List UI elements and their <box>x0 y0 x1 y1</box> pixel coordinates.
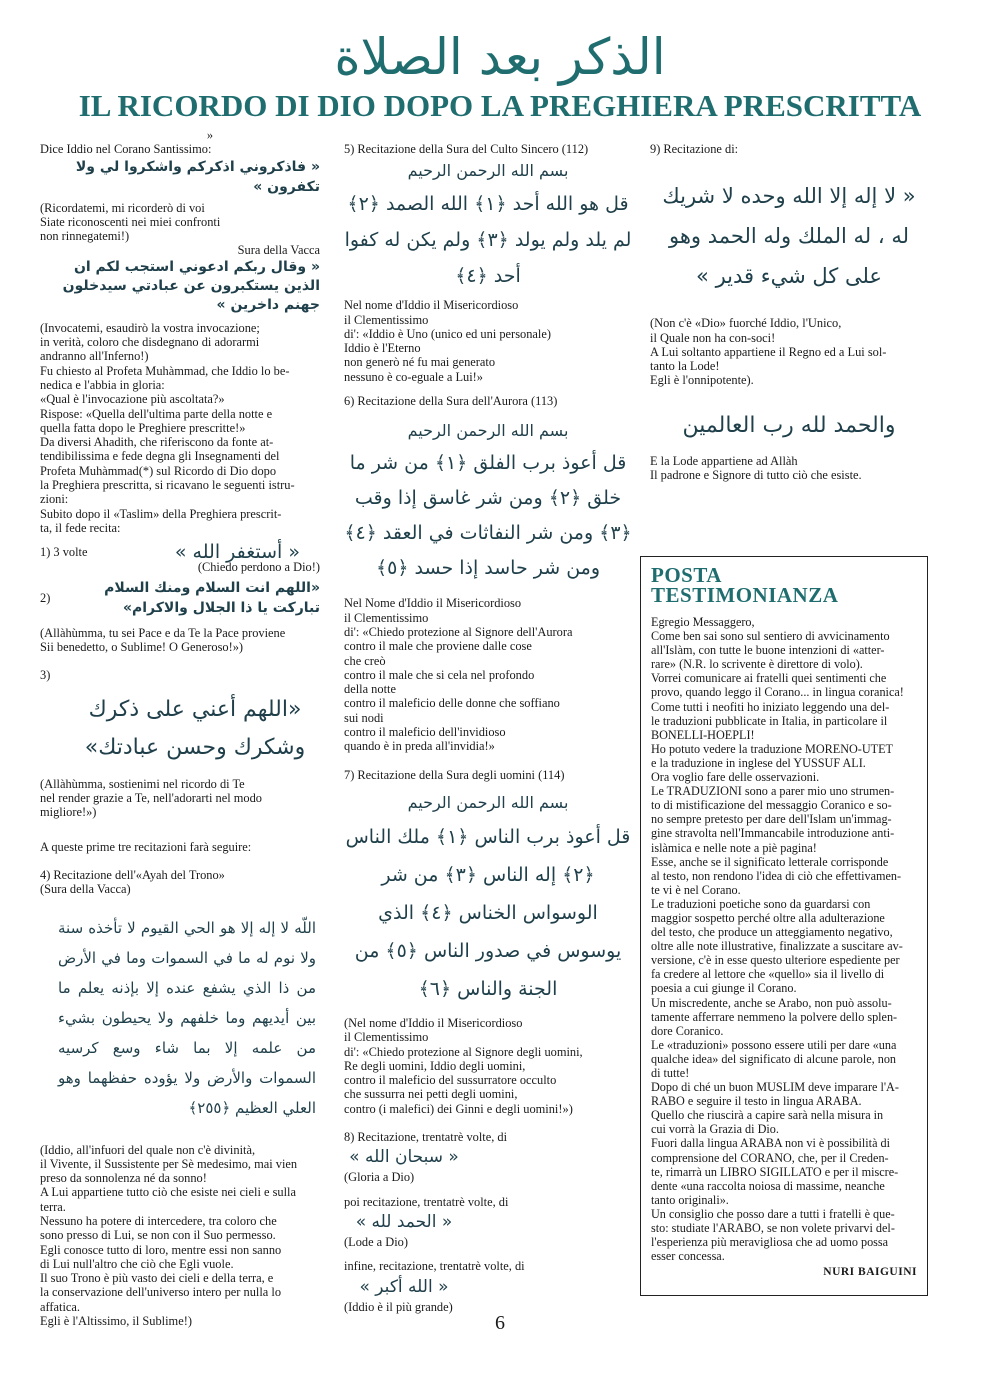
testimony-box <box>640 556 928 1296</box>
item-4-label: 4) Recitazione dell'«Ayah del Trono» (Sura della Vacca) <box>40 867 225 897</box>
item-4-arabic: اللّه لا إله إلا هو الحي القيوم لا تأخذه سنة ولا نوم له ما في السموات وما في الأرض من ذا الذي يشفع عنده إلا بإذنه يعلم ما بين أيديهم وما خلفهم ولا يحيطون بشيء من علمه إلا بما شاء وسع كرسيه السموات والأرض ولا يؤوده حفظهما وهو العلي العظيم ﴿٢٥٥﴾ <box>58 918 316 1117</box>
column-left <box>40 128 320 1328</box>
item-7-arabic: قل أعوذ برب الناس ﴿١﴾ ملك الناس ﴿٢﴾ إله الناس ﴿٣﴾ من شر الوسواس الخناس ﴿٤﴾ الذي يوسوس في صدور الناس ﴿٥﴾ من الجنة والناس ﴿٦﴾ <box>345 825 631 1000</box>
item-5-label: 5) Recitazione della Sura del Culto Sincero (112) <box>344 142 589 156</box>
item-8-label: 8) Recitazione, trentatrè volte, di <box>344 1130 508 1145</box>
takbir-arabic: « الله أكبر » <box>359 1276 449 1297</box>
basmala-2: بسم الله الرحمن الرحيم <box>407 421 569 441</box>
item-1-arabic: « أستغفر الله » <box>174 541 300 564</box>
item-6-translation: Nel Nome d'Iddio il Misericordioso il Clementissimo di': «Chiedo protezione al Signore dell'Aurora contro il male che proviene dalle cose che creò contro il male che si cela nel profondo della notte contro il maleficio delle donne che soffiano sui nodi contro il maleficio dell'invidioso quando è in preda all'invidia!» <box>344 596 573 754</box>
item-6-arabic: قل أعوذ برب الفلق ﴿١﴾ من شر ما خلق ﴿٢﴾ ومن شر غاسق إذا وقب ﴿٣﴾ ومن شر النفاثات في العقد ﴿٤﴾ ومن شر حاسد إذا حسد ﴿٥﴾ <box>344 452 632 580</box>
item-6-label: 6) Recitazione della Sura dell'Aurora (113) <box>344 394 558 409</box>
follow-text: A queste prime tre recitazioni farà seguire: <box>40 839 252 854</box>
column-right <box>650 128 928 482</box>
item-1 <box>40 541 320 564</box>
item-7-label: 7) Recitazione della Sura degli uomini (114) <box>344 767 565 782</box>
item-4-translation: (Iddio, all'infuori del quale non c'è divinità, il Vivente, il Sussistente per Sè medesimo, mai vien preso da sonnolenza né da sonno! A Lui appartiene tutto ciò che esiste nei cieli e sulla terra. Nessuno ha potere di intercedere, tra coloro che sono presso di Lui, se non con il Suo permesso. Egli conosce tutto di loro, mentre essi non sanno di Lui null'altro che ciò che Egli vuole. Il suo Trono è più vasto dei cieli e della terra, e la conservazione dell'universo intero per nulla lo affatica. Egli è l'Altissimo, il Sublime!) <box>40 1142 298 1329</box>
tahmid-translation: (Lode a Dio) <box>344 1234 408 1249</box>
arabic-page-title: الذكر بعد الصلاة <box>334 28 666 86</box>
tasbih-translation: (Gloria a Dio) <box>344 1170 415 1185</box>
tahmid-arabic: « الحمد لله » <box>355 1211 453 1232</box>
item-9-translation: (Non c'è «Dio» fuorché Iddio, l'Unico, il Quale non ha con-soci! A Lui soltanto appartiene il Regno ed a Lui sol- tanto la Lode! Egli è l'onnipotente). <box>650 316 887 388</box>
page-title: IL RICORDO DI DIO DOPO LA PREGHIERA PRESCRITTA <box>78 88 922 123</box>
item-9-arabic: « لا إله إلا الله وحده لا شريك له ، له الملك وله الحمد وهو على كل شيء قدير » <box>662 184 916 289</box>
item-7-translation: (Nel nome d'Iddio il Misericordioso il Clementissimo di': «Chiedo protezione al Signore degli uomini, Re degli uomini, Iddio degli uomini, contro il maleficio del sussurratore occulto che sussurra nei petti degli uomini, contro (i malefici) dei Ginni e degli uomini!») <box>344 1015 583 1116</box>
page-number: 6 <box>495 1312 505 1334</box>
tasbih-arabic: « سبحان الله » <box>349 1147 459 1168</box>
basmala-1: بسم الله الرحمن الرحيم <box>407 161 569 181</box>
testimony-signature: NURI BAIGUINI <box>823 1266 917 1279</box>
takbir-translation: (Iddio è il più grande) <box>344 1299 453 1314</box>
item-3-arabic: «اللهم أعني على ذكرك وشكرك وحسن عبادتك» <box>84 696 306 760</box>
item-1-label: 1) 3 volte <box>40 545 88 560</box>
translation-1: (Ricordatemi, mi ricorderò di voi Siate riconoscenti nei miei confronti non rinnegatemi!) <box>40 200 221 244</box>
item-3-translation: (Allàhùmma, sostienimi nel ricordo di Te nel render grazie a Te, nell'adorarti nel modo migliore!») <box>40 776 263 820</box>
sura-name-vacca: Sura della Vacca <box>237 243 320 258</box>
intro-text: Dice Iddio nel Corano Santissimo: <box>40 142 212 157</box>
hamd-arabic: والحمد لله رب العالمين <box>682 412 896 438</box>
column-middle <box>344 128 632 1314</box>
testimony-title: POSTA TESTIMONIANZA <box>651 563 839 607</box>
item-2-label: 2) <box>40 590 51 605</box>
basmala-3: بسم الله الرحمن الرحيم <box>407 792 569 812</box>
translation-2: (Invocatemi, esaudirò la vostra invocazione; in verità, coloro che disdegnano di adorarmi andranno all'Inferno!) Fu chiesto al Profeta Muhàmmad, che Iddio lo be- nedica e l'abbia in gloria: «Qual è l'invocazione più ascoltata?» Rispose: «Quella dell'ultima parte della notte e quella fatta dopo le Preghiere prescritte!» Da diversi Ahadith, che riferiscono da fonte at- tendibilissima e fede degna gli Insegnamenti del Profeta Muhàmmad(*) sul Ricordo di Dio dopo la Preghiera prescritta, si ricavano le seguenti istru- zioni: Subito dopo il «Taslim» della Preghiera prescrit- ta, il fede recita: <box>40 320 295 535</box>
item-2-translation: (Allàhùmma, tu sei Pace e da Te la Pace proviene Sii benedetto, o Sublime! O Generoso!») <box>40 625 286 655</box>
quote-mark: » <box>206 128 214 142</box>
arabic-verse-1: « فاذكروني اذكركم واشكروا لي ولا تكفرون » <box>75 158 320 195</box>
item-1-translation: (Chiedo perdono a Dio!) <box>197 559 320 574</box>
item-2-arabic: «اللهم انت السلام ومنك السلام تباركت يا ذا الجلال والاكرام» <box>104 579 320 616</box>
then-text: poi recitazione, trentatrè volte, di <box>344 1194 509 1209</box>
arabic-verse-2: « وقال ربكم ادعوني استجب لكم ان الذين يستكبرون عن عبادتي سيدخلون جهنم داخرين » <box>62 258 320 313</box>
item-5-translation: Nel nome d'Iddio il Misericordioso il Clementissimo di': «Iddio è Uno (unico ed uni personale) Iddio è l'Eterno non generò né fu mai generato nessuno è co-eguale a Lui!» <box>344 298 551 384</box>
item-2 <box>40 578 320 618</box>
item-9-label: 9) Recitazione di: <box>650 142 739 156</box>
hamd-translation: E la Lode appartiene ad Allàh Il padrone e Signore di tutto ciò che esiste. <box>650 453 862 483</box>
testimony-body: Egregio Messaggero, Come ben sai sono sul sentiero di avvicinamento all'Islàm, con tutte le buone intenzioni di «atter- rare» (N.R. lo scrivente è direttore di volo). Vorrei comunicare ai fratelli quei sentimenti che provo, quando leggo il Corano... in lingua coranica! Come tutti i neofiti ho iniziato leggendo una del- le traduzioni pubblicate in Italia, in particolare il BONELLI-HOEPLI! Ho potuto vedere la traduzione MORENO-UTET e la traduzione in inglese del YUSSUF ALI. Ora voglio fare delle osservazioni. Le TRADUZIONI sono a parer mio uno strumen- to di mistificazione del messaggio Coranico e so- no sempre pretesto per dare dell'Islam un'immag- gine stravolta nell'Immancabile introduzione anti- islàmica e nelle note a piè pagina! Esse, anche se il significato letterale corrisponde al testo, non rendono l'idea di ciò che effettivamen- te vi è nel Corano. Le traduzioni poetiche sono da guardarsi con maggior sospetto perché oltre alla adulterazione del testo, che produce un atteggiamento negativo, oltre alle note illustrative, finalizzate a suscitare av- versione, c'è in esse questo ulteriore espediente per fa credere al lettore che «quello» sia il livello di poesia a cui giunge il Corano. Un miscredente, anche se Arabo, non può assolu- tamente afferrare nemmeno la polvere dello splen- dore Coranico. Le «traduzioni» possono essere utili per dare «una qualche idea» del significato di alcune parole, non di tutte! Dopo di ché un buon MUSLIM deve imparare l'A- RABO e seguire il testo in lingua ARABA. Quello che riuscirà a capire sarà nella misura in cui vorrà la Grazia di Dio. Fuori dalla lingua ARABA non vi è possibilità di comprensione del CORANO, che, per il Creden- te, rimarrà un LIBRO SIGILLATO e per il miscre- dente «una raccolta noiosa di massime, neanche tanto originali». Un consiglio che posso dare a tutti i fratelli è que- sto: studiate l'ARABO, se non volete privarvi del- l'esperienza più meravigliosa che ad uomo possa esser concessa. <box>651 615 904 1264</box>
item-3-label: 3) <box>40 668 51 683</box>
finally-text: infine, recitazione, trentatrè volte, di <box>344 1259 525 1274</box>
item-5-arabic: قل هو الله أحد ﴿١﴾ الله الصمد ﴿٢﴾ لم يلد ولم يولد ﴿٣﴾ ولم يكن له كفوا أحد ﴿٤﴾ <box>344 193 632 288</box>
